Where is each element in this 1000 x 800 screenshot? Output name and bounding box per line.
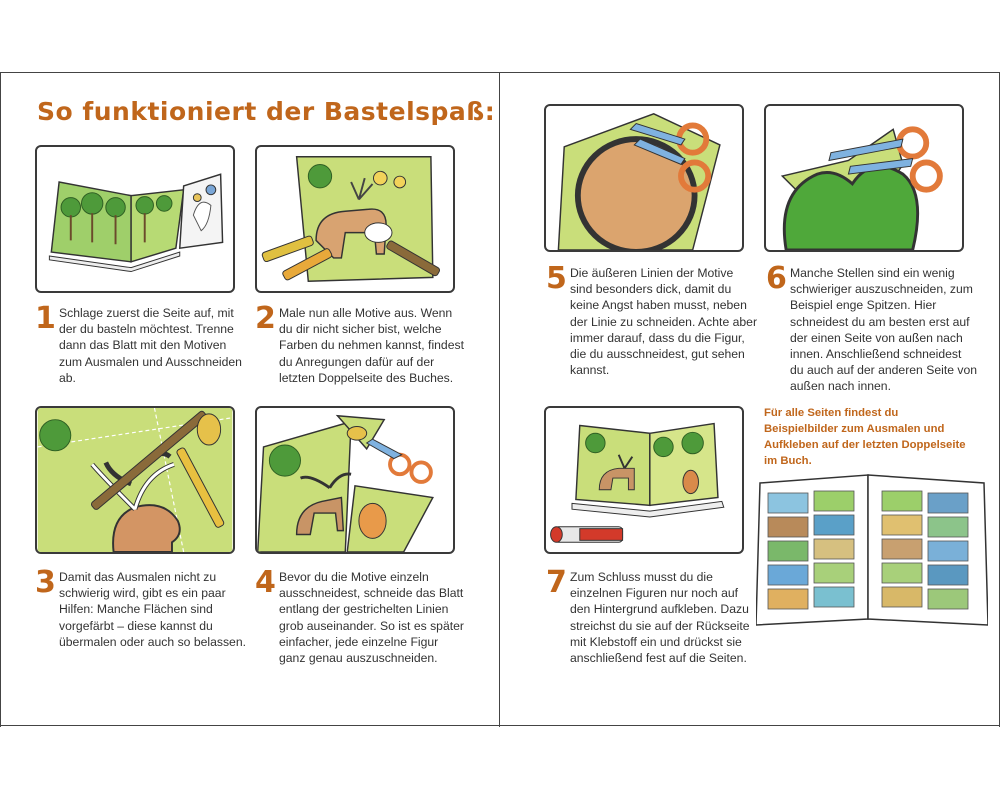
step-number: 5 bbox=[546, 261, 567, 296]
step-text: Damit das Ausmalen nicht zu schwierig wird, gibt es ein paar Hilfen: Manche Flächen sind vorgefärbt – diese kannst du übermalen oder auch so belassen. bbox=[59, 570, 246, 649]
page-title: So funktioniert der Bastelspaß: bbox=[37, 97, 496, 126]
illustration-cut-outer-line bbox=[544, 104, 744, 252]
illustration-cut-narrow-tip bbox=[764, 104, 964, 252]
step-number: 4 bbox=[255, 565, 276, 600]
sample-pictures-hint: Für alle Seiten findest du Beispielbilder zum Ausmalen und Aufkleben auf der letzten Doppelseite im Buch. bbox=[764, 407, 966, 467]
illustration-deer-closeup bbox=[35, 406, 235, 554]
step-number: 2 bbox=[255, 301, 276, 336]
illustration-open-book bbox=[35, 145, 235, 293]
step-text: Die äußeren Linien der Motive sind besonders dick, damit du keine Angst haben musst, neben der Linie zu schneiden. Achte aber immer darauf, dass du die Figur, die du ausschneidest, gut sehen kannst. bbox=[570, 266, 758, 378]
step-text: Bevor du die Motive einzeln ausschneidest, schneide das Blatt entlang der gestrichelten Linien grob auseinander. So ist es später einfacher, jede einzelne Figur ganz genau auszuschneiden. bbox=[279, 570, 464, 666]
step-text: Male nun alle Motive aus. Wenn du dir nicht sicher bist, welche Farben du nehmen kannst, findest du Anregungen dafür auf der letzten Doppelseite des Buches. bbox=[279, 306, 464, 385]
illustration-coloring-deer bbox=[255, 145, 455, 293]
step-number: 7 bbox=[546, 565, 567, 600]
illustration-sample-pages bbox=[756, 471, 988, 629]
step-text: Zum Schluss musst du die einzelnen Figuren nur noch auf den Hintergrund aufkleben. Dazu streichst du sie auf der Rückseite mit Klebstoff ein und drückst sie anschließend fest auf die Seiten. bbox=[570, 570, 750, 666]
step-number: 1 bbox=[35, 301, 56, 336]
left-page bbox=[0, 73, 500, 727]
step-number: 3 bbox=[35, 565, 56, 600]
step-text: Manche Stellen sind ein wenig schwieriger auszuschneiden, zum Beispiel enge Spitzen. Hier schneidest du am besten erst auf der einen Seite von außen nach innen. Anschließend schneidest du auch auf der anderen Seite von außen nach innen. bbox=[790, 266, 978, 394]
step-number: 6 bbox=[766, 261, 787, 296]
step-text: Schlage zuerst die Seite auf, mit der du basteln möchtest. Trenne dann das Blatt mit den Motiven zum Ausmalen und Ausschneiden ab. bbox=[59, 306, 242, 385]
book-spread bbox=[0, 72, 1000, 726]
right-page bbox=[500, 73, 1000, 727]
illustration-glued-scene bbox=[544, 406, 744, 554]
illustration-cut-sheet bbox=[255, 406, 455, 554]
